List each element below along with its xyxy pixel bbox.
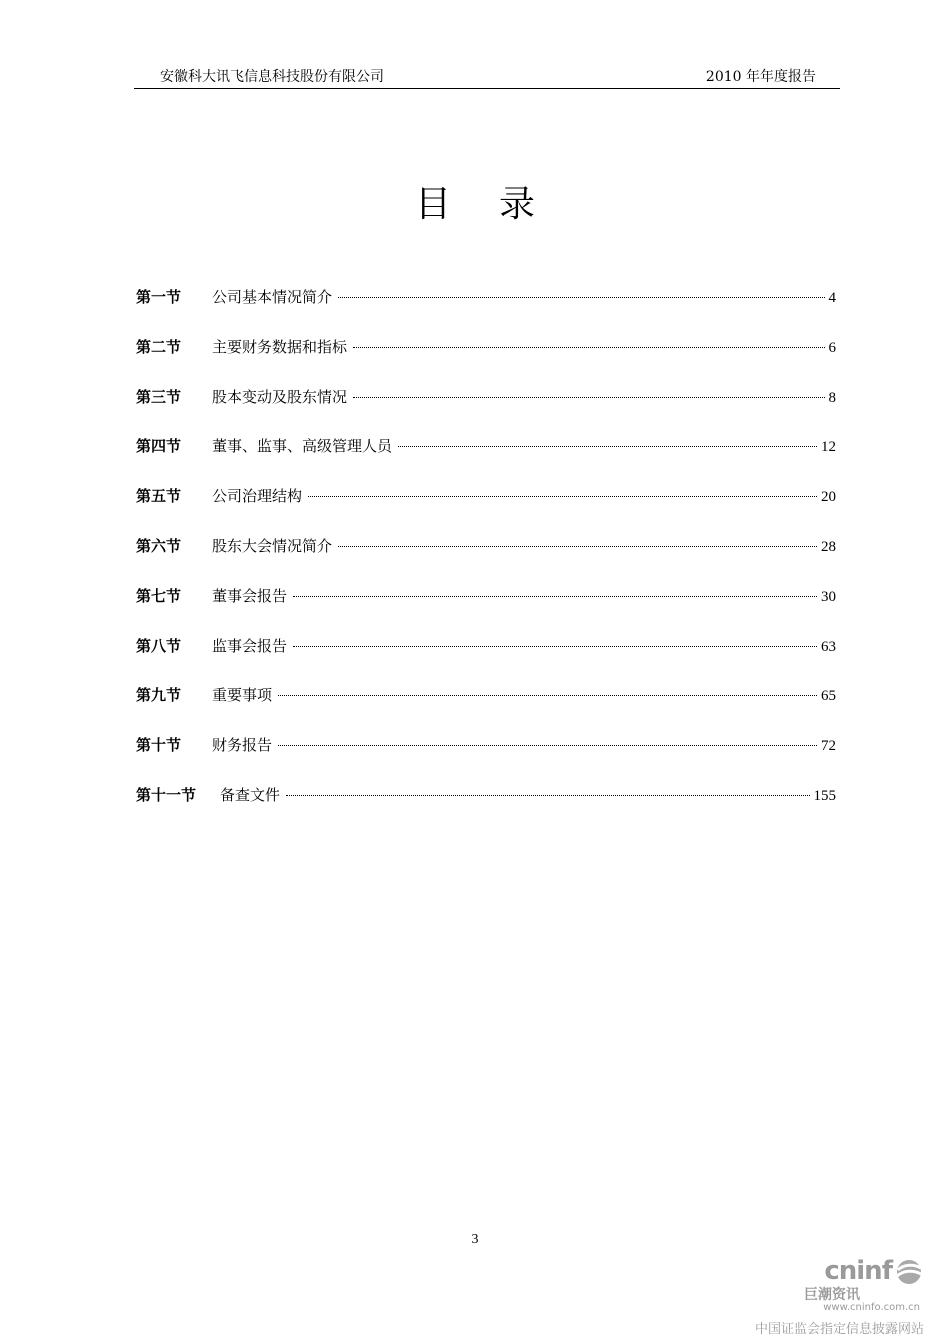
cninfo-watermark: [754, 1256, 924, 1340]
toc-page-number: 28: [821, 538, 836, 555]
watermark-brand: cninf: [824, 1256, 892, 1286]
toc-page-number: 63: [821, 638, 836, 655]
toc-section-name: 股本变动及股东情况: [212, 387, 348, 406]
toc-page-number: 4: [828, 290, 836, 306]
toc-entry[interactable]: [136, 386, 836, 436]
toc-dot-leader: [293, 646, 817, 647]
toc-section-number: 第五节: [136, 487, 182, 506]
toc-section-name: 董事、监事、高级管理人员: [212, 437, 393, 456]
toc-entry[interactable]: [136, 485, 836, 535]
toc-section-number: 第七节: [136, 586, 182, 605]
toc-dot-leader: [398, 446, 817, 447]
toc-entry[interactable]: [136, 734, 836, 784]
page-header: [134, 62, 840, 89]
toc-entry[interactable]: [136, 684, 836, 734]
toc-page-number: 72: [821, 738, 836, 755]
cninfo-logo-icon: [894, 1258, 924, 1286]
toc-dot-leader: [286, 795, 809, 796]
toc-title: 目录: [414, 184, 583, 225]
watermark-brand-chinese: 巨潮资讯: [804, 1287, 860, 1303]
toc-section-number: 第六节: [136, 536, 182, 555]
toc-section-name: 财务报告: [212, 736, 273, 755]
toc-entry[interactable]: [136, 435, 836, 485]
toc-section-name: 董事会报告: [212, 586, 288, 605]
toc-page-number: 6: [828, 339, 836, 356]
toc-section-name: 公司治理结构: [212, 487, 303, 506]
toc-section-number: 第九节: [136, 686, 182, 705]
toc-section-number: 第一节: [136, 288, 182, 306]
toc-section-number: 第二节: [136, 337, 182, 356]
toc-section-number: 第十节: [136, 736, 182, 755]
toc-dot-leader: [308, 496, 817, 497]
toc-page-number: 8: [828, 389, 836, 406]
toc-section-number: 第十一节: [136, 785, 197, 804]
toc-section-name: 监事会报告: [212, 636, 288, 655]
toc-entry[interactable]: [136, 784, 836, 834]
toc-section-number: 第三节: [136, 387, 182, 406]
toc-dot-leader: [278, 695, 817, 696]
page-number: 3: [471, 1232, 479, 1247]
toc-page-number: 12: [821, 439, 836, 456]
toc-page-number: 65: [821, 688, 836, 705]
toc-section-number: 第八节: [136, 636, 182, 655]
watermark-url: www.cninfo.com.cn: [823, 1302, 920, 1313]
toc-dot-leader: [293, 596, 817, 597]
header-report-title: 2010 年年度报告: [705, 69, 816, 85]
toc-section-name: 公司基本情况简介: [212, 288, 333, 306]
toc-section-name: 重要事项: [212, 686, 273, 705]
watermark-tagline: 中国证监会指定信息披露网站: [754, 1322, 924, 1337]
toc-entry[interactable]: [136, 585, 836, 635]
toc-entry[interactable]: [136, 336, 836, 386]
toc-dot-leader: [338, 297, 824, 298]
toc-page-number: 155: [813, 787, 836, 804]
toc-section-name: 备查文件: [220, 785, 281, 804]
toc-section-name: 主要财务数据和指标: [212, 337, 348, 356]
header-company-name: 安徽科大讯飞信息科技股份有限公司: [160, 69, 384, 85]
toc-section-number: 第四节: [136, 437, 182, 456]
toc-dot-leader: [353, 347, 824, 348]
toc-dot-leader: [338, 546, 817, 547]
toc-entry[interactable]: [136, 635, 836, 685]
toc-dot-leader: [353, 397, 824, 398]
toc-entry[interactable]: [136, 535, 836, 585]
toc-dot-leader: [278, 745, 817, 746]
toc-entry[interactable]: [136, 286, 836, 336]
toc-page-number: 30: [821, 588, 836, 605]
table-of-contents: [136, 286, 836, 834]
toc-section-name: 股东大会情况简介: [212, 536, 333, 555]
toc-page-number: 20: [821, 489, 836, 506]
